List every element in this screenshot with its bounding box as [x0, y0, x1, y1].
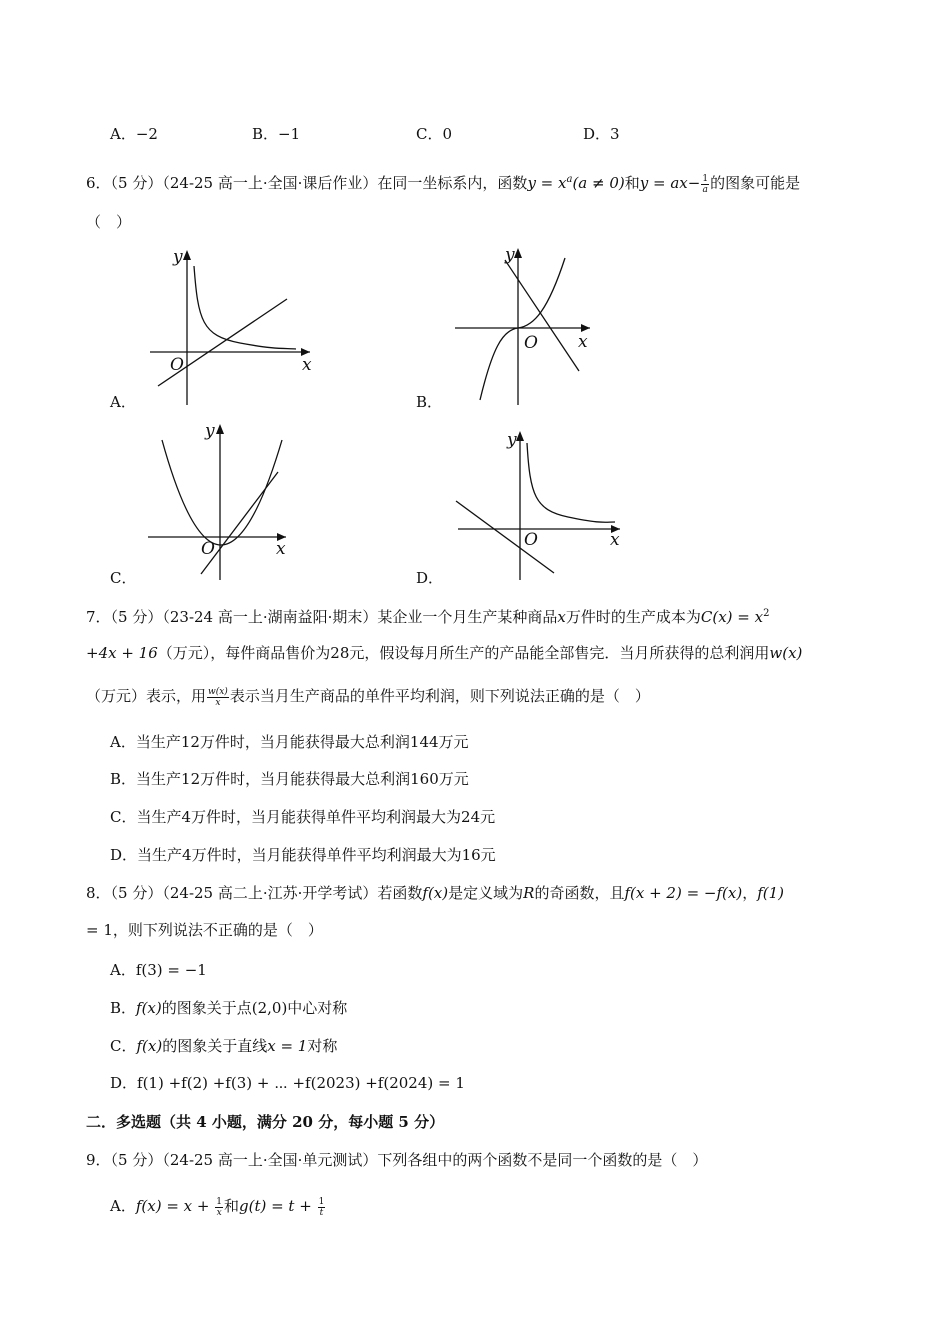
q9-stem: 9．（5 分）（24-25 高一上·全国·单元测试）下列各组中的两个函数不是同一个函数的是（ ） — [86, 1151, 708, 1169]
power-curve — [480, 258, 565, 400]
y-axis-label: y — [507, 430, 517, 450]
q6-label-b: B． — [416, 393, 443, 411]
source-label: （24-25 高一上·全国·课后作业） — [162, 174, 378, 192]
q6-graph-b — [450, 240, 600, 410]
linear-line — [456, 501, 554, 573]
q9-option-a: A．f(x) = x + $\frac{1}{x}$ 和g(t) = t + $\frac{1}{t}$ — [110, 1196, 325, 1218]
origin-label: O — [524, 333, 538, 353]
origin-label: O — [170, 355, 184, 375]
q5-option-b: B．−1 — [252, 125, 301, 143]
y-axis-label: y — [173, 247, 183, 267]
linear-line — [505, 260, 579, 371]
q6-stem: 6．（5 分）（24-25 高一上·全国·课后作业）在同一坐标系内，函数$y = x^a(a \ne 0)$和y = ax− $\frac{1}{a}$ 的图象可能是 — [86, 173, 801, 195]
x-axis-arrow — [581, 324, 590, 332]
q8-option-b: B．f(x)的图象关于点(2,0)中心对称 — [110, 999, 348, 1017]
power-curve — [527, 443, 615, 522]
q6-graph-c — [140, 420, 300, 585]
q5-option-d: D．3 — [583, 125, 620, 143]
q7-option-d: D．当生产4万件时，当月能获得单件平均利润最大为16元 — [110, 846, 496, 864]
q5-option-c: C．0 — [416, 125, 453, 143]
q7-stem-line2: +4x + 16（万元），每件商品售价为28元，假设每月所生产的产品能全部售完．当月所获得的总利润用w(x) — [86, 644, 803, 662]
question-number: 6． — [86, 174, 111, 192]
q7-option-b: B．当生产12万件时，当月能获得最大总利润160万元 — [110, 770, 469, 788]
q7-option-c: C．当生产4万件时，当月能获得单件平均利润最大为24元 — [110, 808, 496, 826]
y-axis-label: y — [205, 421, 215, 441]
power-curve — [162, 440, 282, 545]
y-axis-arrow — [514, 248, 522, 258]
q8-stem-line1: 8．（5 分）（24-25 高二上·江苏·开学考试）若函数f(x)是定义域为R的奇函数，且f(x + 2) = −f(x)，f(1) — [86, 884, 785, 902]
q8-option-c: C．f(x)的图象关于直线x = 1对称 — [110, 1037, 338, 1055]
q6-graph-d — [450, 425, 630, 585]
section-title: 二．多选题（共 4 小题，满分 20 分，每小题 5 分） — [86, 1113, 445, 1131]
y-axis-arrow — [216, 424, 224, 434]
y-axis-arrow — [183, 250, 191, 260]
x-axis-label: x — [276, 539, 286, 559]
q7-option-a: A．当生产12万件时，当月能获得最大总利润144万元 — [110, 733, 469, 751]
x-axis-label: x — [578, 332, 588, 352]
y-axis-arrow — [516, 431, 524, 441]
q6-label-a: A． — [110, 393, 136, 411]
q7-stem-line3: （万元）表示，用 $\frac{w(x)}{x}$ 表示当月生产商品的单件平均利润，则下列说法正确的是（ ） — [86, 686, 650, 708]
q5-option-a: A．−2 — [110, 125, 158, 143]
y-axis-label: y — [505, 245, 515, 265]
q6-answer-paren: （ ） — [86, 213, 132, 231]
q7-stem-line1: 7．（5 分）（23-24 高一上·湖南益阳·期末）某企业一个月生产某种商品x万件时的生产成本为$C(x) = x^2$ — [86, 608, 770, 626]
q6-label-c: C． — [110, 569, 137, 587]
q8-option-d: D．f(1) +f(2) +f(3) + ⋯ +f(2023) +f(2024) = 1 — [110, 1074, 465, 1092]
score-label: （5 分） — [110, 174, 163, 192]
origin-label: O — [524, 530, 538, 550]
q8-option-a: A．f(3) = −1 — [110, 961, 207, 979]
x-axis-label: x — [302, 355, 312, 375]
power-curve — [194, 266, 296, 349]
origin-label: O — [201, 539, 215, 559]
q6-label-d: D． — [416, 569, 444, 587]
q6-graph-a — [140, 240, 330, 410]
x-axis-label: x — [610, 530, 620, 550]
q8-stem-line2: = 1，则下列说法不正确的是（ ） — [86, 921, 323, 939]
